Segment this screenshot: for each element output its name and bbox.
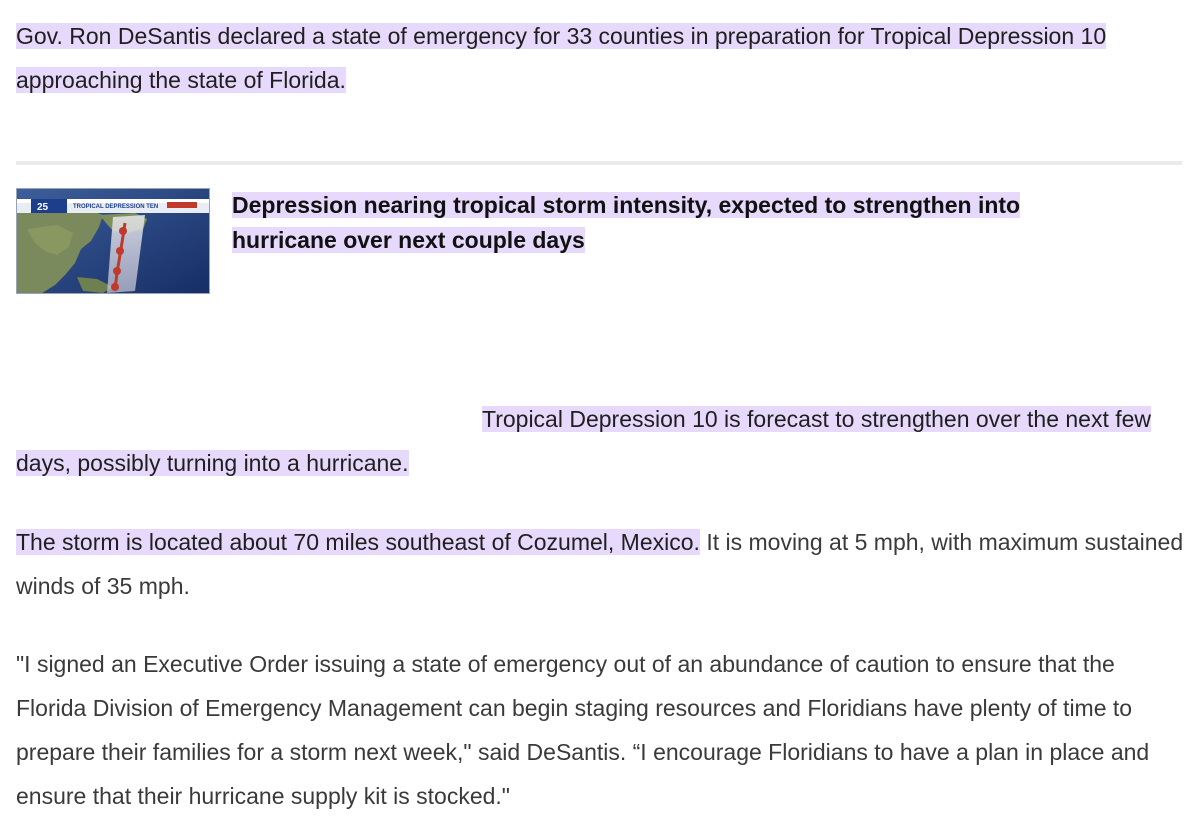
storm-track-map-thumbnail[interactable] xyxy=(16,188,210,294)
location-rest-text: It is moving at 5 mph, with maximum sustained winds of 35 mph. xyxy=(16,529,1184,599)
forecast-paragraph xyxy=(16,397,1184,485)
intro-text: Gov. Ron DeSantis declared a state of emergency for 33 counties in preparation for Tropical Depression 10 approaching the state of Florida. xyxy=(16,23,1107,93)
quote-paragraph xyxy=(16,642,1188,818)
storm-map-image xyxy=(17,189,210,294)
location-highlighted-text: The storm is located about 70 miles southeast of Cozumel, Mexico. xyxy=(16,529,700,555)
quote-text: "I signed an Executive Order issuing a state of emergency out of an abundance of caution to ensure that the Florida Division of Emergency Management can begin staging resources and Floridians have plenty of time to prepare their families for a storm next week," said DeSantis. “I encourage Floridians to have a plan in place and ensure that their hurricane supply kit is stocked." xyxy=(16,651,1150,809)
related-story-headline[interactable] xyxy=(232,188,1092,258)
location-paragraph xyxy=(16,520,1184,608)
section-divider xyxy=(16,161,1182,165)
intro-paragraph xyxy=(16,14,1184,102)
thumb-channel-number: 25 xyxy=(37,202,49,213)
related-story[interactable] xyxy=(16,188,1182,296)
related-story-headline-text[interactable]: Depression nearing tropical storm intensity, expected to strengthen into hurricane over next couple days xyxy=(232,192,1021,253)
forecast-text: Tropical Depression 10 is forecast to strengthen over the next few days, possibly turning into a hurricane. xyxy=(16,406,1152,476)
thumb-banner-text: TROPICAL DEPRESSION TEN xyxy=(73,204,159,210)
